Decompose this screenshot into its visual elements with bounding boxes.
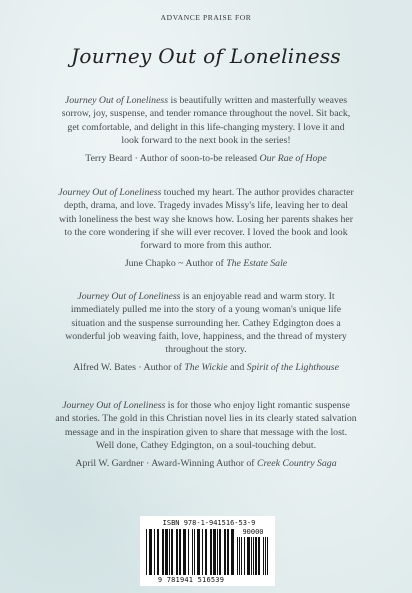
quote-book-title: Journey Out of Loneliness (64, 95, 169, 106)
author-name: Terry Beard (85, 153, 133, 165)
author-work: The Estate Sale (226, 258, 288, 270)
author-role: · Author of (135, 362, 185, 374)
praise-attribution (58, 152, 354, 165)
addon-barcode-bars (237, 537, 269, 575)
isbn-label: ISBN 978-1-941516-53-9 (162, 519, 256, 527)
quote-book-title: Journey Out of Loneliness (62, 400, 166, 411)
praise-quote (58, 94, 354, 147)
advance-praise-label: ADVANCE PRAISE FOR (160, 13, 252, 22)
author-work: Creek Country Saga (256, 458, 337, 470)
praise-attribution (57, 257, 355, 270)
quote-book-title: Journey Out of Loneliness (58, 187, 162, 198)
author-work: Our Rae of Hope (259, 153, 327, 165)
book-title: Journey Out of Loneliness (71, 44, 341, 68)
praise-block-3 (0, 290, 412, 375)
quote-text: is for those who enjoy light romantic suspense and stories. The gold in this Christian novel lies in its clearly stated salvation message and in the inspiration given to share that message with the lost. Well done, Cathey Edgington, on a soul-touching debut. (55, 400, 357, 451)
quote-book-title: Journey Out of Loneliness (77, 291, 181, 302)
author-work-joiner: and (227, 362, 247, 374)
barcode-addon-number: 90000 (242, 528, 264, 536)
author-name: June Chapko (124, 258, 176, 270)
author-name: Alfred W. Bates (73, 362, 136, 374)
quote-text: touched my heart. The author provides character depth, drama, and love. Tragedy invades Missy's life, leaving her to deal with loneliness the best way she knows how. Losing her parents shakes her to the core wondering if she will ever recover. I loved the book and look forward to more from this author. (58, 187, 354, 252)
praise-quote (58, 290, 354, 356)
praise-block-4 (0, 399, 412, 470)
author-name: April W. Gardner (75, 458, 144, 470)
author-work: The Wickie (184, 362, 228, 374)
ean-digits: 9 781941 516539 (157, 576, 225, 584)
praise-attribution (58, 361, 354, 374)
author-role: · Award-Winning Author of (143, 458, 257, 470)
isbn-barcode (140, 516, 275, 586)
praise-attribution (55, 457, 357, 470)
quote-text: is beautifully written and masterfully weaves sorrow, joy, suspense, and tender romance throughout the novel. Sit back, get comfortable, and delight in this life-changing mystery. I love it and look forward to the next book in the series! (61, 95, 351, 146)
praise-quote (57, 186, 355, 252)
author-role: · Author of soon-to-be released (132, 153, 260, 165)
ean13-barcode-bars (146, 529, 234, 575)
praise-block-2 (0, 186, 412, 271)
praise-quote (55, 399, 357, 452)
quote-text: is an enjoyable read and warm story. It immediately pulled me into the story of a young woman's unique life situation and the suspense surrounding her. Cathey Edgington does a wonderful job weaving faith, love, happiness, and the thread of mystery throughout the story. (65, 291, 347, 356)
praise-block-1 (0, 94, 412, 165)
author-work-2: Spirit of the Lighthouse (246, 362, 339, 374)
author-role: ~ Author of (175, 258, 227, 270)
